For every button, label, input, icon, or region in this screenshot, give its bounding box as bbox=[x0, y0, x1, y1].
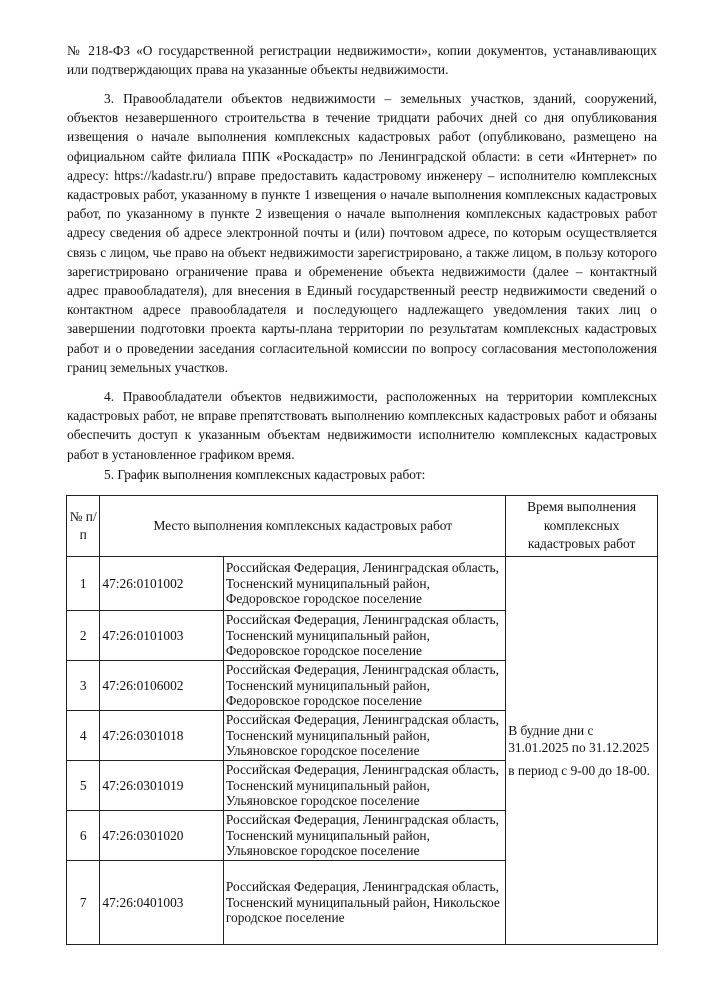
row-number: 7 bbox=[67, 861, 100, 945]
paragraph-3-rights-holders: 3. Правообладатели объектов недвижимости – земельных участков, зданий, сооружений, объектов незавершенного строительства в течение тридцати рабочих дней со дня опубликования извещения о начале выполнения комплексных кадастровых работ (опубликовано, размещено на официальном сайте филиала ППК «Роскадастр» по Ленинградской области: в сети «Интернет» по адресу: https://kadastr.ru/) вправе предоставить кадастровому инженеру – исполнителю комплексных кадастровых работ, указанному в пункте 1 извещения о начале выполнения комплексных кадастровых работ, по указанному в пункте 2 извещения о начале выполнения комплексных кадастровых работ адресу сведения об адресе электронной почты и (или) почтовом адресе, по которым осуществляется связь с лицом, чье право на объект недвижимости зарегистрировано, а также лицом, в пользу которого зарегистрировано ограничение права и обременение объекта недвижимости (далее – контактный адрес правообладателя), для внесения в Единый государственный реестр недвижимости сведений о контактном адресе правообладателя и последующего надлежащего уведомления таких лиц о завершении подготовки проекта карты-плана территории по результатам комплексных кадастровых работ и о проведении заседания согласительной комиссии по вопросу согласования местоположения границ земельных участков. bbox=[67, 91, 657, 375]
schedule-table bbox=[66, 495, 658, 945]
cadastral-quarter: 47:26:0401003 bbox=[100, 861, 223, 945]
cadastral-quarter: 47:26:0106002 bbox=[100, 661, 223, 711]
row-number: 2 bbox=[67, 611, 100, 661]
row-number: 5 bbox=[67, 761, 100, 811]
location-address: Российская Федерация, Ленинградская область, Тосненский муниципальный район, Федоровское городское поселение bbox=[223, 611, 505, 661]
location-address: Российская Федерация, Ленинградская область, Тосненский муниципальный район, Никольское городское поселение bbox=[223, 861, 505, 945]
table-header-row bbox=[67, 496, 658, 557]
row-number: 1 bbox=[67, 557, 100, 611]
work-time-cell bbox=[506, 557, 658, 945]
header-time: Время выполнения комплексных кадастровых работ bbox=[506, 496, 658, 557]
location-address: Российская Федерация, Ленинградская область, Тосненский муниципальный район, Ульяновское городское поселение bbox=[223, 761, 505, 811]
paragraph-law-reference: № 218-ФЗ «О государственной регистрации недвижимости», копии документов, устанавливающих или подтверждающих права на указанные объекты недвижимости. bbox=[67, 43, 657, 78]
location-address: Российская Федерация, Ленинградская область, Тосненский муниципальный район, Федоровское городское поселение bbox=[223, 661, 505, 711]
table-row bbox=[67, 557, 658, 611]
row-number: 6 bbox=[67, 811, 100, 861]
work-hours: в период с 9-00 до 18-00. bbox=[508, 763, 650, 778]
cadastral-quarter: 47:26:0301018 bbox=[100, 711, 223, 761]
cadastral-quarter: 47:26:0101003 bbox=[100, 611, 223, 661]
row-number: 4 bbox=[67, 711, 100, 761]
header-place: Место выполнения комплексных кадастровых работ bbox=[100, 496, 506, 557]
work-date-range: В будние дни с 31.01.2025 по 31.12.2025 bbox=[508, 723, 650, 755]
cadastral-quarter: 47:26:0301019 bbox=[100, 761, 223, 811]
header-number: № п/п bbox=[67, 496, 100, 557]
location-address: Российская Федерация, Ленинградская область, Тосненский муниципальный район, Ульяновское городское поселение bbox=[223, 711, 505, 761]
paragraph-5-schedule-heading: 5. График выполнения комплексных кадастровых работ: bbox=[104, 467, 426, 482]
location-address: Российская Федерация, Ленинградская область, Тосненский муниципальный район, Ульяновское городское поселение bbox=[223, 811, 505, 861]
cadastral-quarter: 47:26:0301020 bbox=[100, 811, 223, 861]
cadastral-quarter: 47:26:0101002 bbox=[100, 557, 223, 611]
row-number: 3 bbox=[67, 661, 100, 711]
paragraph-4-access: 4. Правообладатели объектов недвижимости, расположенных на территории комплексных кадастровых работ, не вправе препятствовать выполнению комплексных кадастровых работ и обязаны обеспечить доступ к указанным объектам недвижимости исполнителю комплексных кадастровых работ в установленное графиком время. bbox=[67, 389, 657, 462]
location-address: Российская Федерация, Ленинградская область, Тосненский муниципальный район, Федоровское городское поселение bbox=[223, 557, 505, 611]
